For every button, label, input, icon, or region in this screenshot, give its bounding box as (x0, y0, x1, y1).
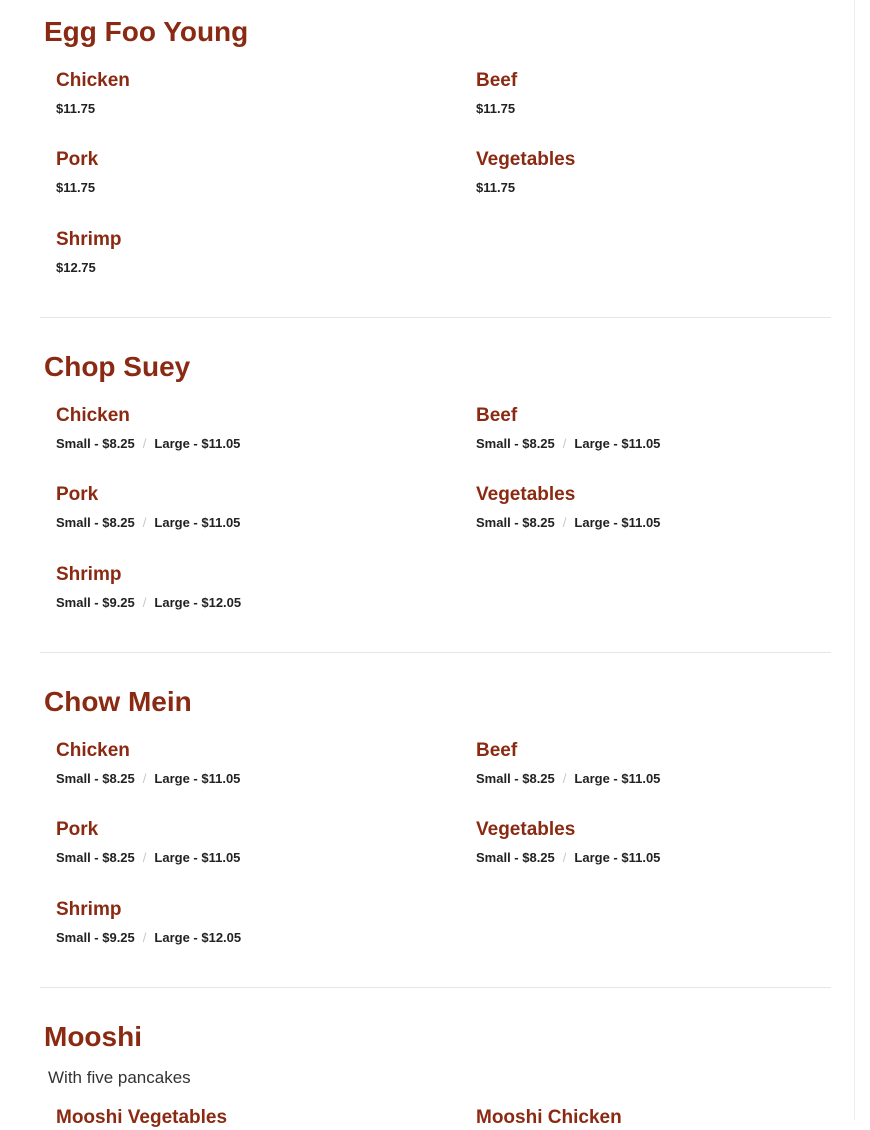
item-price (56, 771, 436, 787)
price-separator: / (142, 515, 147, 530)
price-small: Small - $8.25 (476, 850, 555, 865)
price-small: Small - $8.25 (476, 771, 555, 786)
price-small: Small - $8.25 (56, 436, 135, 451)
item-name: Beef (476, 70, 518, 91)
price-large: Large - $11.05 (154, 436, 241, 451)
item-price (56, 436, 436, 452)
item-name: Beef (476, 740, 518, 761)
menu-item[interactable] (56, 69, 436, 117)
price-separator: / (562, 850, 567, 865)
section-title: Chow Mein (44, 686, 192, 717)
section-chow-mein (40, 685, 831, 985)
menu-item[interactable] (56, 739, 436, 787)
item-price: $11.75 (476, 101, 516, 116)
price-separator: / (562, 771, 567, 786)
item-price (476, 515, 856, 531)
price-small: Small - $9.25 (56, 595, 135, 610)
menu-item[interactable] (56, 563, 436, 611)
price-small: Small - $9.25 (56, 930, 135, 945)
section-title: Egg Foo Young (44, 16, 249, 47)
item-price (476, 850, 856, 866)
section-description: With five pancakes (48, 1068, 191, 1087)
menu-item[interactable] (56, 148, 436, 196)
menu-item[interactable] (476, 69, 856, 117)
price-large: Large - $12.05 (154, 595, 242, 610)
price-large: Large - $11.05 (574, 850, 661, 865)
menu-item[interactable] (56, 818, 436, 866)
price-small: Small - $8.25 (56, 515, 135, 530)
item-price (476, 436, 856, 452)
item-name: Mooshi Chicken (476, 1107, 622, 1128)
price-separator: / (562, 515, 567, 530)
item-price (56, 595, 436, 611)
item-price: $12.75 (56, 260, 96, 275)
item-name: Pork (56, 149, 99, 170)
item-name: Chicken (56, 70, 130, 91)
menu-item[interactable] (56, 228, 436, 276)
price-large: Large - $11.05 (154, 515, 241, 530)
menu-item[interactable] (476, 404, 856, 452)
section-mooshi (40, 1020, 831, 1128)
item-name: Beef (476, 405, 518, 426)
menu-item[interactable] (476, 739, 856, 787)
item-price (56, 930, 436, 946)
menu-item[interactable] (476, 1106, 856, 1130)
menu-item[interactable] (476, 483, 856, 531)
item-name: Shrimp (56, 564, 122, 585)
price-small: Small - $8.25 (56, 771, 135, 786)
menu-item[interactable] (56, 404, 436, 452)
section-title: Chop Suey (44, 351, 191, 382)
item-name: Pork (56, 819, 99, 840)
price-small: Small - $8.25 (56, 850, 135, 865)
price-large: Large - $11.05 (154, 771, 241, 786)
section-title: Mooshi (44, 1021, 142, 1052)
item-price: $11.75 (56, 101, 96, 116)
item-price: $11.75 (56, 180, 96, 195)
item-price (476, 771, 856, 787)
item-name: Chicken (56, 740, 130, 761)
price-separator: / (142, 436, 147, 451)
item-price: $11.75 (476, 180, 516, 195)
price-separator: / (562, 436, 567, 451)
section-divider (40, 652, 831, 653)
price-separator: / (142, 771, 147, 786)
item-name: Chicken (56, 405, 130, 426)
price-separator: / (142, 595, 147, 610)
price-small: Small - $8.25 (476, 436, 555, 451)
price-large: Large - $11.05 (574, 515, 661, 530)
price-large: Large - $11.05 (154, 850, 241, 865)
price-small: Small - $8.25 (476, 515, 555, 530)
section-chop-suey (40, 350, 831, 650)
menu-item[interactable] (476, 148, 856, 196)
price-large: Large - $12.05 (154, 930, 242, 945)
item-name: Shrimp (56, 899, 122, 920)
item-name: Vegetables (476, 819, 576, 840)
price-separator: / (142, 930, 147, 945)
section-divider (40, 987, 831, 988)
menu-item[interactable] (476, 818, 856, 866)
item-name: Vegetables (476, 149, 576, 170)
price-separator: / (142, 850, 147, 865)
menu-item[interactable] (56, 898, 436, 946)
item-name: Mooshi Vegetables (56, 1107, 228, 1128)
section-divider (40, 317, 831, 318)
price-large: Large - $11.05 (574, 771, 661, 786)
item-price (56, 850, 436, 866)
price-large: Large - $11.05 (574, 436, 661, 451)
section-egg-foo-young (40, 15, 831, 315)
menu-item[interactable] (56, 483, 436, 531)
item-name: Pork (56, 484, 99, 505)
item-name: Shrimp (56, 229, 122, 250)
menu-item[interactable] (56, 1106, 436, 1130)
item-price (56, 515, 436, 531)
item-name: Vegetables (476, 484, 576, 505)
